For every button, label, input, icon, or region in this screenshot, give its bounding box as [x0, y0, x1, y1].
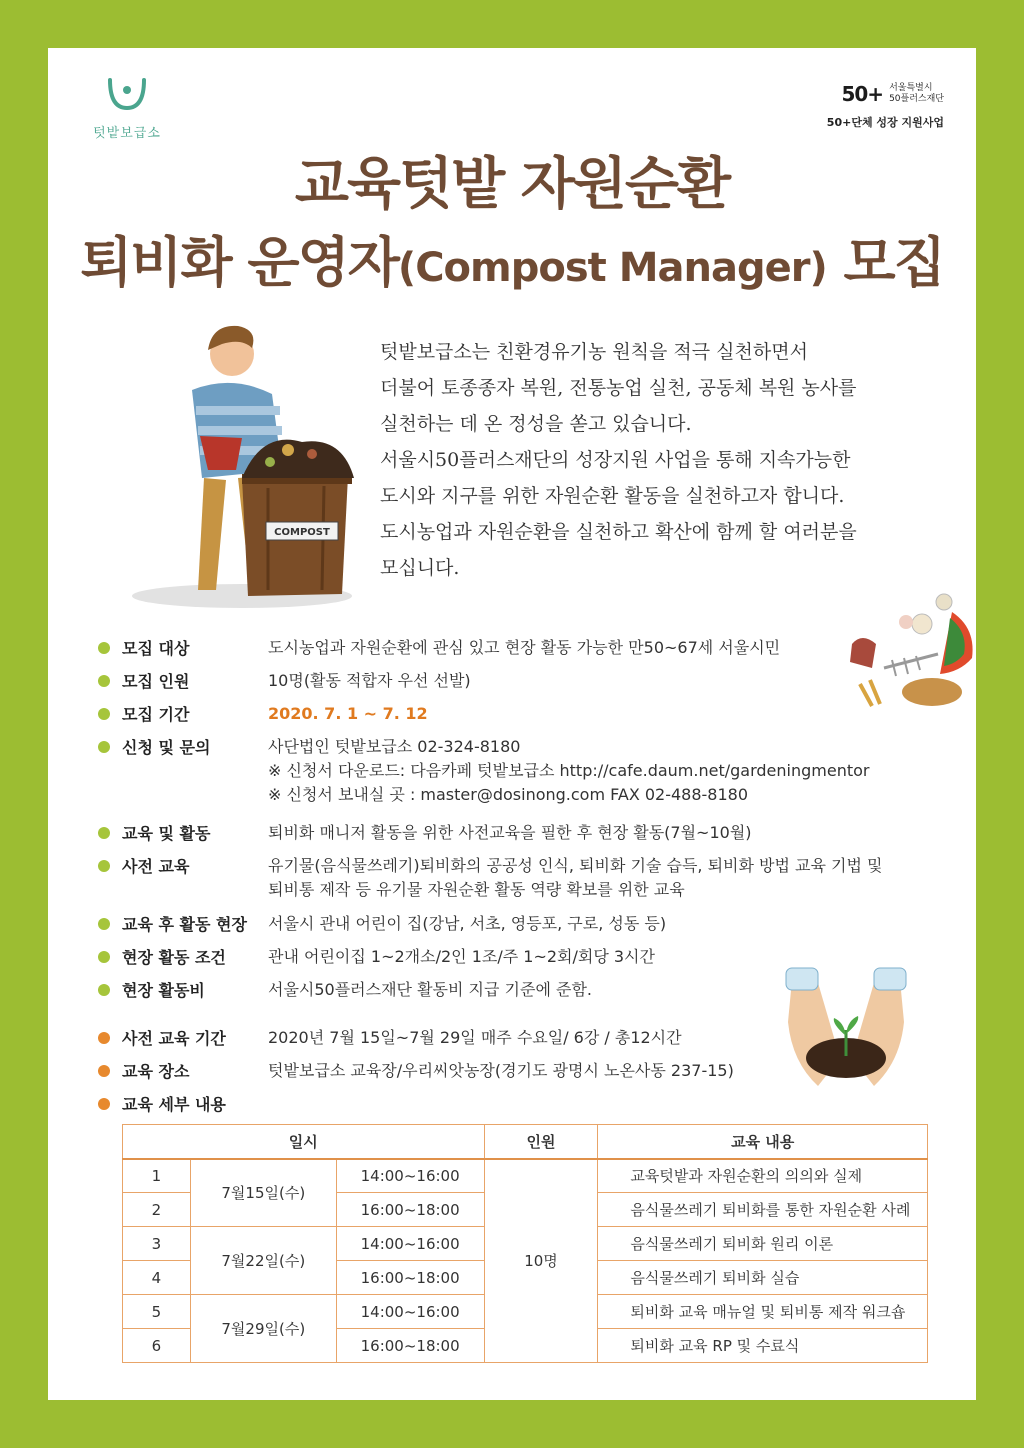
info-label: 현장 활동 조건 [122, 948, 226, 967]
info-label: 현장 활동비 [122, 981, 205, 1000]
submit-email-note[interactable]: ※ 신청서 보내실 곳 : master@dosinong.com FAX 02-488-8180 [268, 785, 749, 804]
row-day: 7월15일(수) [190, 1159, 336, 1227]
bullet-icon [98, 708, 110, 720]
brand-logo-text: 텃밭보급소 [93, 126, 161, 141]
info-label: 사전 교육 기간 [122, 1029, 226, 1048]
row-number: 3 [123, 1227, 191, 1261]
info-value: 2020년 7월 15일~7월 29일 매주 수요일/ 6강 / 총12시간 [268, 1028, 682, 1047]
info-value [268, 854, 948, 902]
info-value: 도시농업과 자원순환에 관심 있고 현장 활동 가능한 만50~67세 서울시민 [268, 638, 781, 657]
row-number: 6 [123, 1329, 191, 1363]
bullet-icon [98, 741, 110, 753]
row-content: 음식물쓰레기 퇴비화 원리 이론 [598, 1227, 928, 1261]
intro-line: 더불어 토종종자 복원, 전통농업 실천, 공동체 복원 농사를 [380, 377, 857, 399]
intro-paragraph [380, 334, 950, 586]
page-title-line2 [48, 220, 976, 297]
edu-row-period [98, 1026, 948, 1059]
info-value: 퇴비화 매니저 활동을 위한 사전교육을 필한 후 현장 활동(7월~10월) [268, 823, 752, 842]
info-row-target [98, 636, 948, 669]
bullet-icon [98, 1032, 110, 1044]
sponsor-mark: 50+ [841, 82, 884, 106]
info-value: 10명(활동 적합자 우선 선발) [268, 671, 471, 690]
info-value-line: 유기물(음식물쓰레기)퇴비화의 공공성 인식, 퇴비화 기술 습득, 퇴비화 방법 교육 기법 및 [268, 856, 883, 875]
header-content: 교육 내용 [598, 1125, 928, 1159]
poster-sheet [48, 48, 976, 1400]
intro-line: 도시농업과 자원순환을 실천하고 확산에 함께 할 여러분을 [380, 521, 857, 543]
sponsor-org-line1: 서울특별시 [889, 83, 933, 93]
edu-row-place [98, 1059, 948, 1092]
bullet-icon [98, 675, 110, 687]
row-time: 14:00~16:00 [336, 1159, 484, 1193]
intro-line: 도시와 지구를 위한 자원순환 활동을 실천하고자 합니다. [380, 485, 845, 507]
row-number: 1 [123, 1159, 191, 1193]
page-title-line1: 교육텃밭 자원순환 [294, 152, 730, 217]
row-number: 2 [123, 1193, 191, 1227]
bullet-icon [98, 1065, 110, 1077]
info-label: 모집 인원 [122, 672, 190, 691]
intro-line: 서울시50플러스재단의 성장지원 사업을 통해 지속가능한 [380, 449, 851, 471]
info-value-highlight: 2020. 7. 1 ~ 7. 12 [268, 704, 428, 723]
info-value: 관내 어린이집 1~2개소/2인 1조/주 1~2회/회당 3시간 [268, 947, 655, 966]
row-time: 14:00~16:00 [336, 1227, 484, 1261]
info-label: 교육 세부 내용 [122, 1095, 226, 1114]
info-label: 신청 및 문의 [122, 738, 211, 757]
table-row [123, 1159, 928, 1193]
title-en: (Compost Manager) [397, 245, 827, 291]
info-row-conditions [98, 945, 948, 978]
bullet-icon [98, 642, 110, 654]
info-label: 교육 및 활동 [122, 824, 211, 843]
row-day: 7월22일(수) [190, 1227, 336, 1295]
row-time: 16:00~18:00 [336, 1329, 484, 1363]
row-content: 퇴비화 교육 RP 및 수료식 [598, 1329, 928, 1363]
info-row-count [98, 669, 948, 702]
info-row-fee [98, 978, 948, 1026]
row-content: 음식물쓰레기 퇴비화 실습 [598, 1261, 928, 1295]
info-label: 교육 장소 [122, 1062, 190, 1081]
table-header-row [123, 1125, 928, 1159]
info-row-apply [98, 735, 948, 821]
info-value: 서울시50플러스재단 활동비 지급 기준에 준함. [268, 980, 592, 999]
schedule-table [122, 1124, 928, 1363]
row-people: 10명 [484, 1159, 598, 1363]
bullet-icon [98, 951, 110, 963]
info-value: 텃밭보급소 교육장/우리씨앗농장(경기도 광명시 노온사동 237-15) [268, 1061, 734, 1080]
info-row-site [98, 912, 948, 945]
edu-row-detail [98, 1092, 948, 1125]
row-time: 14:00~16:00 [336, 1295, 484, 1329]
sponsor-org [889, 83, 944, 105]
info-row-period [98, 702, 948, 735]
intro-line: 모십니다. [380, 557, 460, 579]
row-content: 퇴비화 교육 매뉴얼 및 퇴비통 제작 워크숍 [598, 1295, 928, 1329]
sponsor-org-line2: 50플러스재단 [889, 94, 944, 104]
info-row-preedu [98, 854, 948, 912]
intro-line: 실천하는 데 온 정성을 쏟고 있습니다. [380, 413, 692, 435]
compost-label: COMPOST [274, 527, 330, 538]
contact-phone: 사단법인 텃밭보급소 02-324-8180 [268, 737, 521, 756]
recruit-info-list [98, 636, 948, 1125]
brand-logo [82, 74, 172, 141]
bullet-icon [98, 918, 110, 930]
info-value [268, 735, 948, 807]
row-day: 7월29일(수) [190, 1295, 336, 1363]
sponsor-block [804, 82, 944, 130]
sponsor-subtitle: 50+단체 성장 지원사업 [826, 116, 944, 129]
intro-line: 텃밭보급소는 친환경유기농 원칙을 적극 실천하면서 [380, 341, 808, 363]
row-time: 16:00~18:00 [336, 1193, 484, 1227]
bullet-icon [98, 984, 110, 996]
header-date: 일시 [123, 1125, 485, 1159]
info-label: 모집 기간 [122, 705, 190, 724]
bullet-icon [98, 827, 110, 839]
info-label: 모집 대상 [122, 639, 190, 658]
info-value-line: 퇴비통 제작 등 유기물 자원순환 활동 역량 확보를 위한 교육 [268, 880, 685, 899]
row-content: 교육텃밭과 자원순환의 의의와 실제 [598, 1159, 928, 1193]
compost-man-illustration [92, 310, 362, 610]
bullet-icon [98, 860, 110, 872]
row-number: 4 [123, 1261, 191, 1295]
row-time: 16:00~18:00 [336, 1261, 484, 1295]
info-label: 교육 후 활동 현장 [122, 915, 247, 934]
download-link-note[interactable]: ※ 신청서 다운로드: 다음카페 텃밭보급소 http://cafe.daum.net/gardeningmentor [268, 761, 870, 780]
bullet-icon [98, 1098, 110, 1110]
header-people: 인원 [484, 1125, 598, 1159]
sprout-logo-icon [104, 74, 150, 114]
title-ko: 퇴비화 운영자 [80, 231, 398, 294]
row-content: 음식물쓰레기 퇴비화를 통한 자원순환 사례 [598, 1193, 928, 1227]
row-number: 5 [123, 1295, 191, 1329]
title-end: 모집 [843, 231, 944, 294]
info-row-activity [98, 821, 948, 854]
info-value: 서울시 관내 어린이 집(강남, 서초, 영등포, 구로, 성동 등) [268, 914, 667, 933]
info-label: 사전 교육 [122, 857, 190, 876]
